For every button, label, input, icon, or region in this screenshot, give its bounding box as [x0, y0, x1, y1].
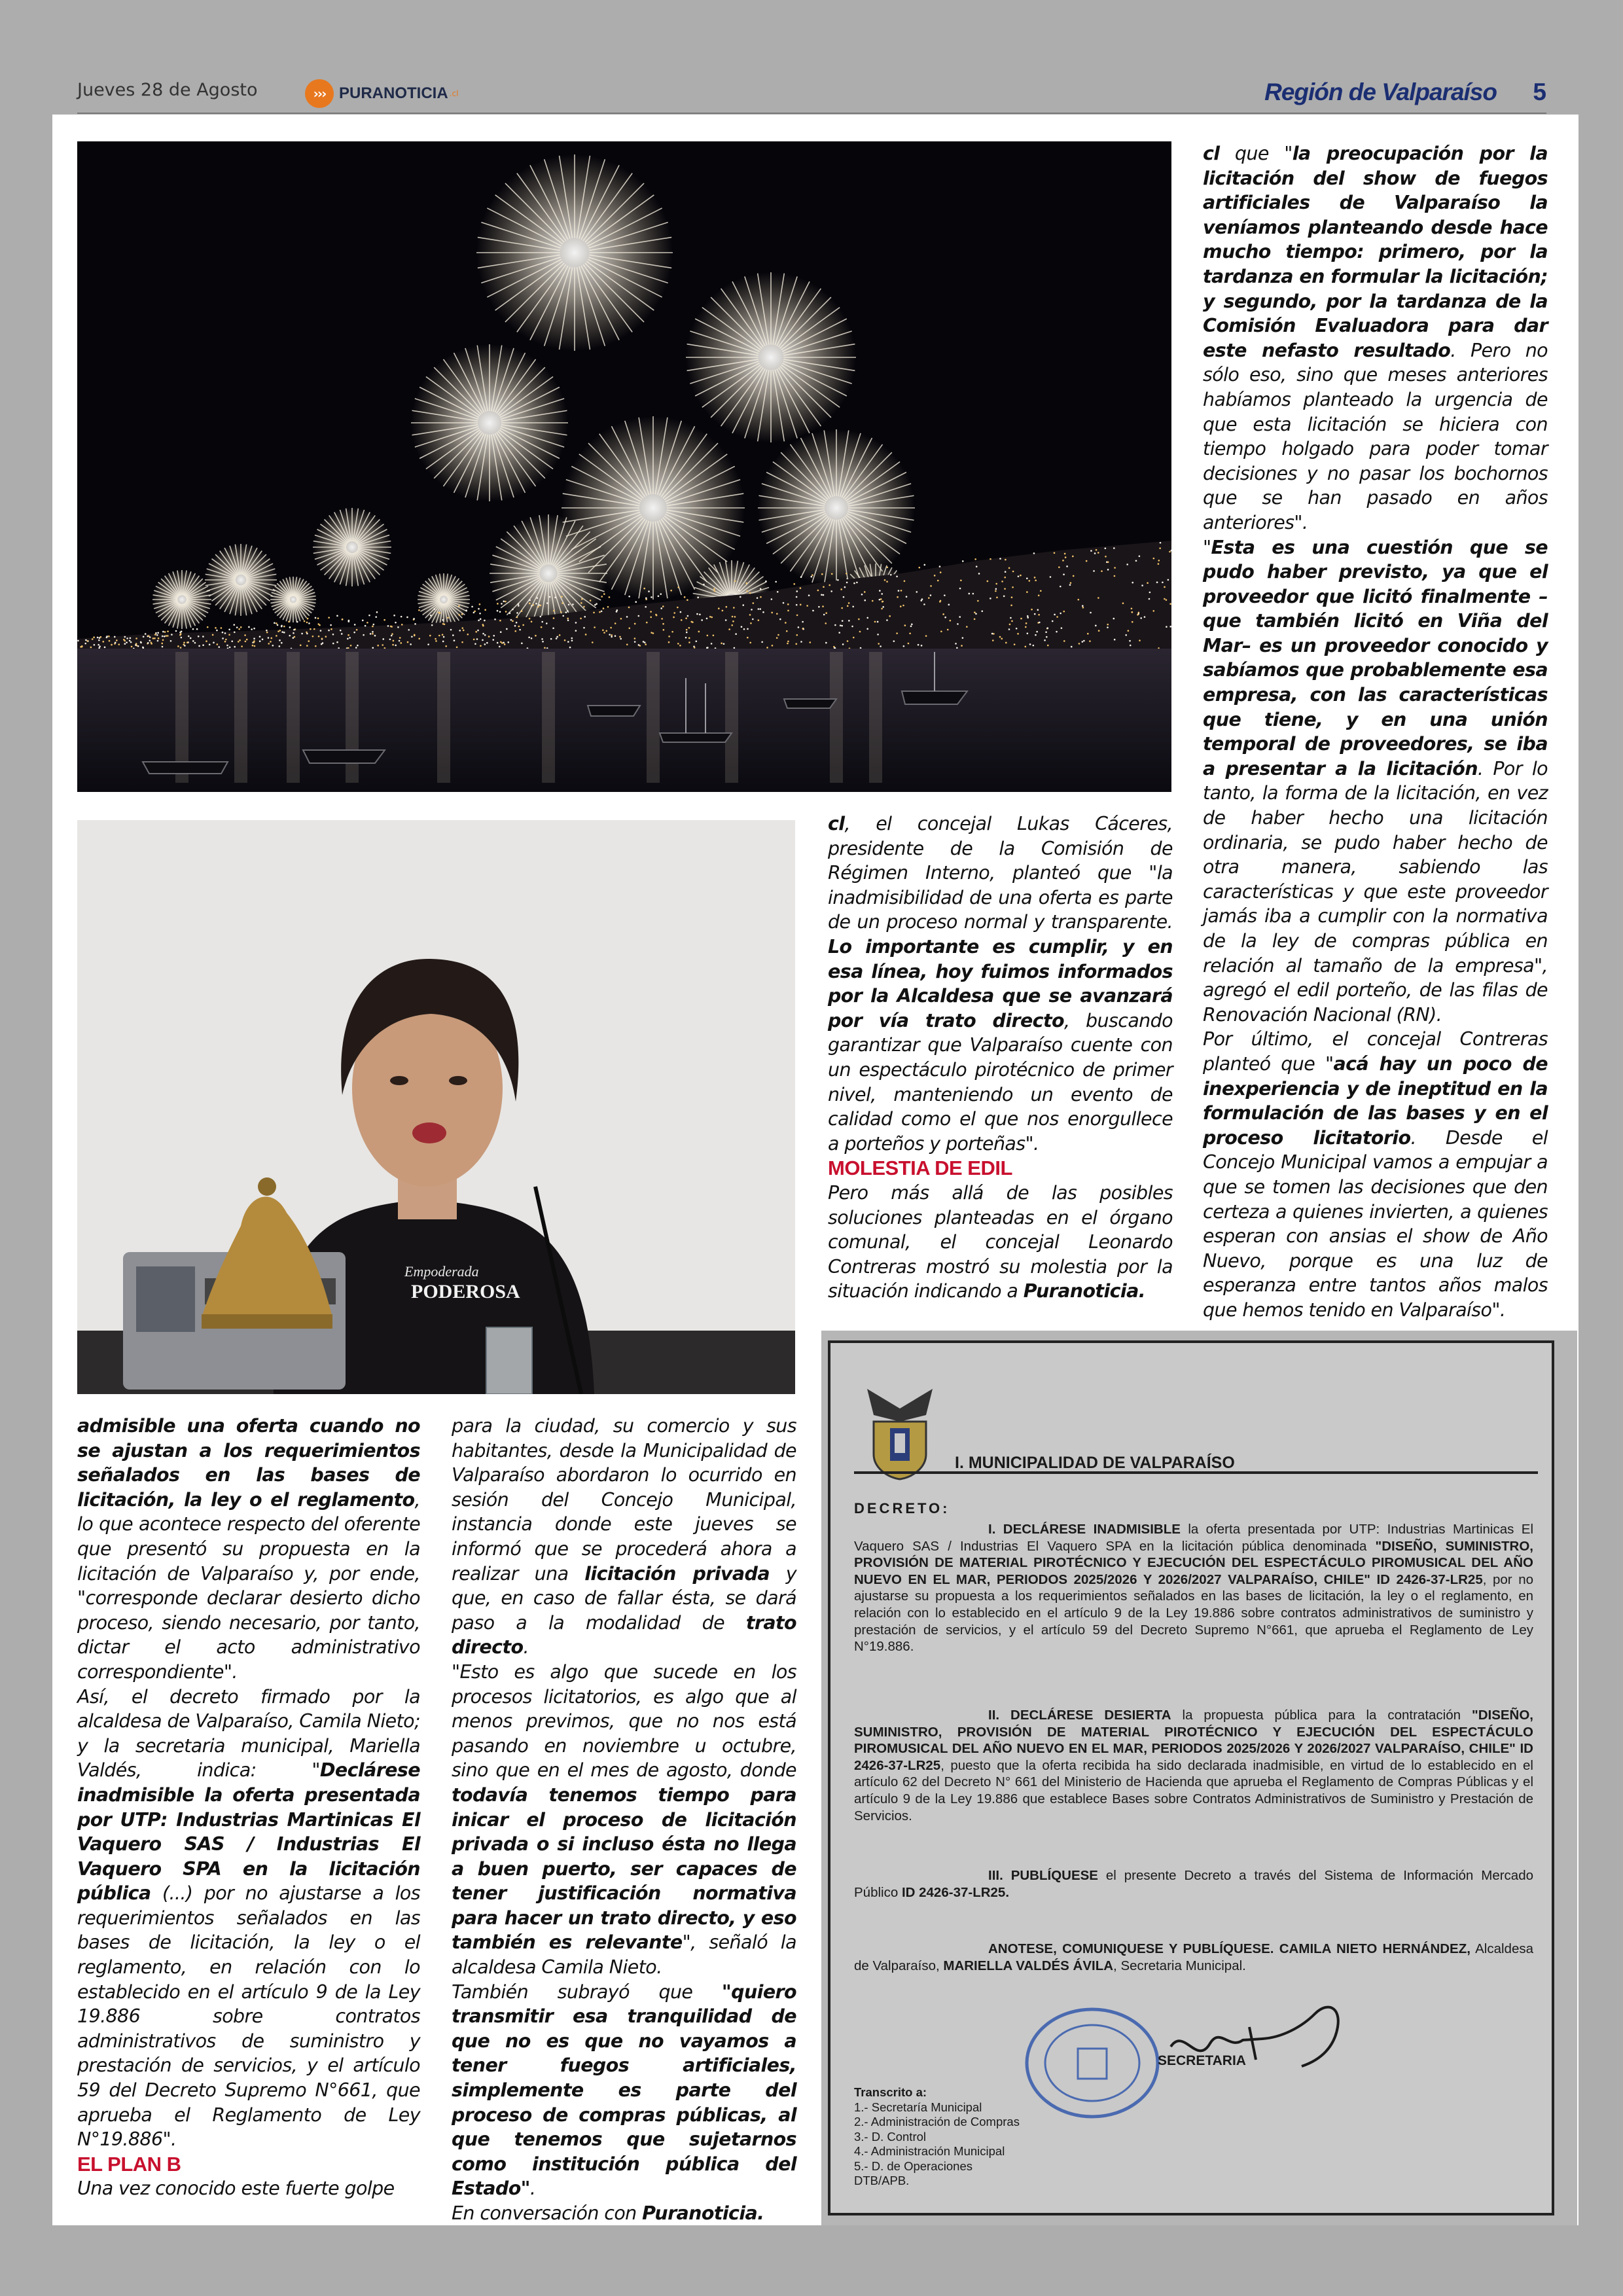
laptop-sticker-text: Empoderada: [404, 1263, 479, 1280]
speaker-illustration: [77, 820, 795, 1394]
transcrito-item: 4.- Administración Municipal: [854, 2144, 1005, 2158]
page-header: [77, 79, 1546, 113]
page-number: 5: [1533, 79, 1546, 105]
subhead-molestia: MOLESTIA DE EDIL: [828, 1157, 1012, 1180]
article-column-bottom-middle: para la ciudad, su comercio y sus habitantes, desde la Municipalidad de Valparaíso abordaron lo ocurrido en sesión del Concejo Municipal, instancia donde este jueves se informó que se procederá ahora a realizar una licitación privada y que, en caso de fallar ésta, se dará paso a la modalidad de trato directo. "Esto es algo que sucede en los procesos licitatorios, es algo que al menos previmos, que no nos está pasando en noviembre u octubre, sino que en el mes de agosto, donde todavía tenemos tiempo para inicar el proceso de licitación privada o si incluso ésta no llega a buen puerto, ser capaces de tener justificación normativa para hacer un trato directo, y eso también es relevante", señaló la alcaldesa Camila Nieto. También subrayó que "quiero transmitir esa tranquilidad de que no es que no vayamos a tener fuegos artificiales, simplemente es parte del proceso de compras públicas, al que tenemos que sujetarnos como institución pública del Estado". En conversación con Puranoticia.: [452, 1415, 796, 2224]
subhead-plan-b: EL PLAN B: [77, 2152, 181, 2176]
decree-document: [828, 1340, 1554, 2215]
decree-label: DECRETO:: [854, 1500, 950, 1516]
header-rule: [77, 113, 1546, 114]
decree-signature-block: ANOTESE, COMUNIQUESE Y PUBLÍQUESE. CAMILA NIETO HERNÁNDEZ, Alcaldesa de Valparaíso, MARIELLA VALDÉS ÁVILA, Secretaria Municipal.: [854, 1941, 1534, 1973]
signature-icon: [1158, 1988, 1367, 2092]
decree-org: I. MUNICIPALIDAD DE VALPARAÍSO: [955, 1454, 1235, 1472]
article-column-middle: cl, el concejal Lukas Cáceres, presidente de la Comisión de Régimen Interno, planteó que "la inadmisibilidad de una oferta es parte de un proceso normal y transparente. Lo importante es cumplir, y en esa línea, hoy fuimos informados por la Alcaldesa que se avanzará por vía trato directo, buscando garantizar que Valparaíso cuente con un espectáculo pirotécnico de primer nivel, manteniendo un evento de calidad como el que nos enorgullece a porteños y porteñas". MOLESTIA DE EDIL Pero más allá de las posibles soluciones planteadas en el órgano comunal, el concejal Leonardo Contreras mostró su molestia por la situación indicando a Puranoticia.: [828, 813, 1173, 1302]
puranoticia-logo: [305, 79, 458, 109]
transcrito-item: 2.- Administración de Compras: [854, 2115, 1020, 2128]
decree-scan: [821, 1331, 1577, 2225]
laptop-sticker-text-2: PODEROSA: [411, 1281, 520, 1302]
article-column-bottom-left: admisible una oferta cuando no se ajustan a los requerimientos señalados en las bases de licitación, la ley o el reglamento, lo que acontece respecto del oferente que presentó su propuesta en la licitación de Valparaíso y, por ende, "corresponde declarar desierto dicho proceso, siendo necesario, por tanto, dictar el acto administrativo correspondiente". Así, el decreto firmado por la alcaldesa de Valparaíso, Camila Nieto; y la secretaria municipal, Mariella Valdés, indica: "Declárese inadmisible la oferta presentada por UTP: Industrias Martinicas El Vaquero SAS / Industrias El Vaquero SPA en la licitación pública (...) por no ajustarse a los requerimientos señalados en las bases de licitación, la ley o el reglamento, en relación con lo establecido en el artículo 9 de la Ley 19.886 sobre contratos administrativos de suministro y prestación de servicios, y el artículo 59 del Decreto Supremo N°661, que aprueba el Reglamento de Ley N°19.886". EL PLAN B Una vez conocido este fuerte golpe: [77, 1415, 420, 2200]
transcrito-item: 1.- Secretaría Municipal: [854, 2100, 982, 2114]
decree-article-3: III. PUBLÍQUESE el presente Decreto a través del Sistema de Información Mercado Público ID 2426-37-LR25.: [854, 1868, 1533, 1900]
article-column-top-right: cl que "la preocupación por la licitación del show de fuegos artificiales de Valparaíso la veníamos planteando desde hace mucho tiempo: primero, por la tardanza en formular la licitación; y segundo, por la tardanza de la Comisión Evaluadora para dar este nefasto resultado. Pero no sólo eso, sino que meses anteriores habíamos planteado la urgencia de que esta licitación se hiciera con tiempo holgado para poder tomar decisiones y no pasar los bochornos que se han pasado en años anteriores". "Esta es una cuestión que se pudo haber previsto, ya que el proveedor que licitó finalmente –que también licitó en Viña del Mar– es un proveedor conocido y sabíamos que probablemente esa empresa, con las características que tiene, y en una unión temporal de proveedores, se iba a presentar a la licitación. Por lo tanto, la forma de la licitación, en vez de haber hecho una licitación ordinaria, se pudo haber hecho de otra manera, sabiendo las características y que este proveedor jamás iba a cumplir con la normativa de la ley de compras pública en relación al tamaño de la empresa", agregó el edil porteño, de las filas de Renovación Nacional (RN). Por último, el concejal Contreras planteó que "acá hay un poco de inexperiencia y de ineptitud en la formulación de las bases y en el proceso licitatorio. Desde el Concejo Municipal vamos a empujar a que se tomen las decisiones que den certeza a quienes invierten, a quienes esperan con ansias el show de Año Nuevo, porque es una luz de esperanza entre tantos años malos que hemos tenido en Valparaíso".: [1203, 143, 1548, 1321]
transcrito-title: Transcrito a:: [854, 2085, 927, 2099]
decree-secretaria: SECRETARIA: [1158, 2053, 1246, 2068]
fireworks-illustration: [77, 141, 1171, 792]
transcrito-item: DTB/APB.: [854, 2174, 910, 2187]
speaker-photo: [77, 820, 795, 1394]
chevrons-icon: ›››: [305, 79, 334, 108]
decree-transcrito: [854, 2085, 1020, 2189]
fireworks-photo: [77, 141, 1171, 792]
decree-article-1: I. DECLÁRESE INADMISIBLE la oferta presentada por UTP: Industrias Martinicas El Vaquero SAS / Industrias El Vaquero SPA en la licitación pública denominada "DISEÑO, SUMINISTRO, PROVISIÓN DE MATERIAL PIROTÉCNICO Y EJECUCIÓN DEL ESPECTÁCULO PIROMUSICAL DEL AÑO NUEVO EN EL MAR, PERIODOS 2025/2026 Y 2026/2027 VALPARAÍSO, CHILE" ID 2426-37-LR25, por no ajustarse su propuesta a los requerimientos señalados en las bases de licitación, la ley o el reglamento, en relación con lo establecido en el artículo 9 de la Ley 19.886 sobre contratos administrativos de suministro y prestación de servicios, y el artículo 59 del Decreto Supremo N°661, que aprueba el Reglamento de Ley N°19.886.: [854, 1522, 1533, 1655]
section-title: Región de Valparaíso: [1264, 79, 1497, 105]
transcrito-item: 3.- D. Control: [854, 2129, 927, 2144]
issue-date: Jueves 28 de Agosto: [77, 80, 258, 100]
decree-article-2: II. DECLÁRESE DESIERTA la propuesta pública para la contratación "DISEÑO, SUMINISTRO, PROVISIÓN DE MATERIAL PIROTÉCNICO Y EJECUCIÓN DEL ESPECTÁCULO PIROMUSICAL DEL AÑO NUEVO EN EL MAR, PERIODOS 2025/2026 Y 2026/2027 VALPARAÍSO, CHILE" ID 2426-37-LR25, puesto que la oferta recibida ha sido declarada inadmisible, en virtud de lo establecido en el artículo 62 del Decreto N° 661 del Ministerio de Hacienda que aprueba el Reglamento de Compras Públicas y el artículo 9 de la Ley 19.886 que establece Bases sobre Contratos Administrativos de Suministro y Prestación de Servicios.: [854, 1708, 1533, 1823]
logo-suffix: .cl: [449, 89, 459, 98]
municipal-coat-of-arms-icon: [854, 1382, 946, 1480]
logo-text: PURANOTICIA: [339, 84, 448, 102]
transcrito-item: 5.- D. de Operaciones: [854, 2159, 972, 2173]
